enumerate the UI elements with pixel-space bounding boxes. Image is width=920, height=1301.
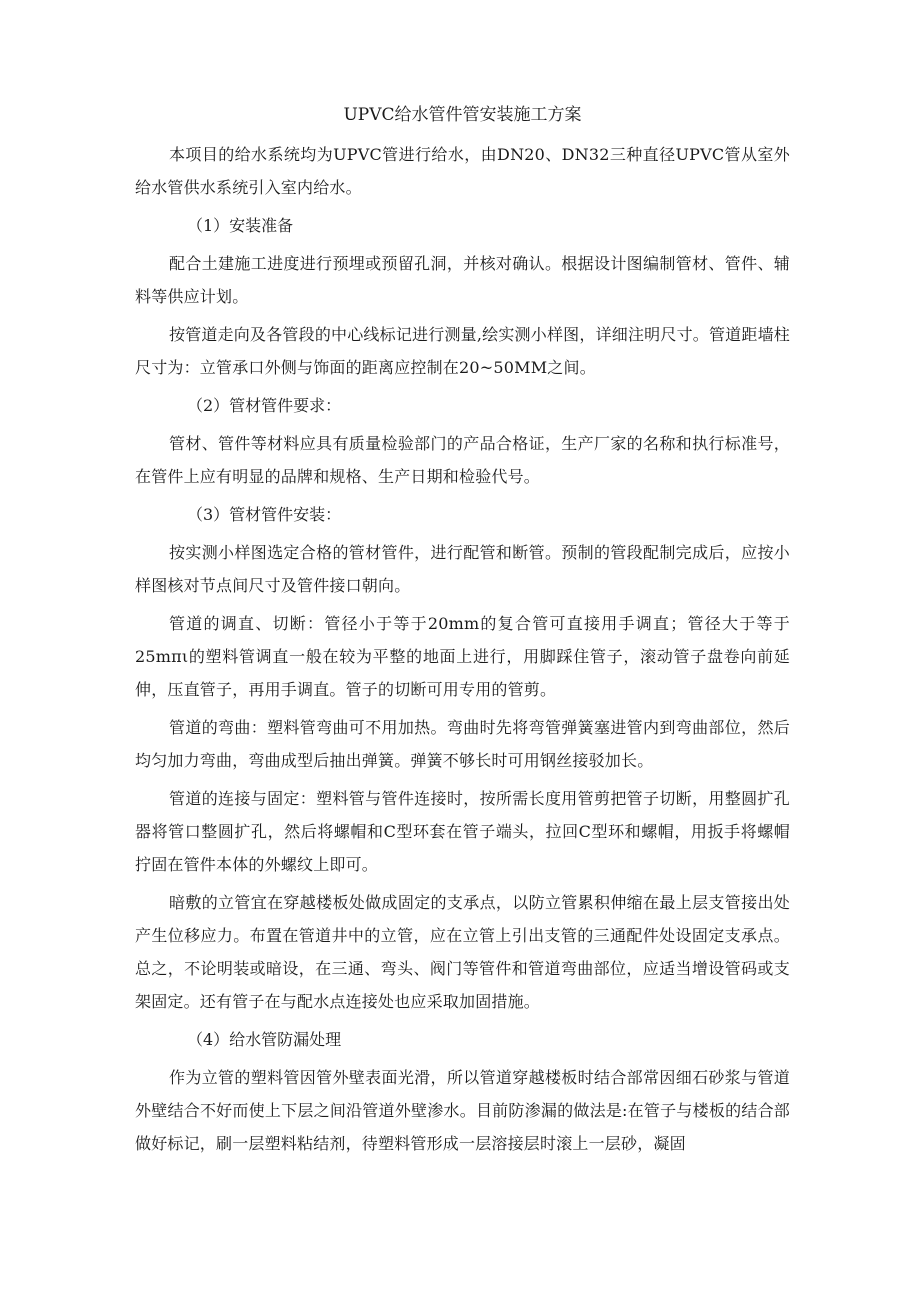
paragraph-riser-support: 暗敷的立管宜在穿越楼板处做成固定的支承点，以防立管累积伸缩在最上层支管接出处产生位移应力。布置在管道井中的立管，应在立管上引出支管的三通配件处设固定支承点。总之，不论明装或暗设，在三通、弯头、阀门等管件和管道弯曲部位，应适当增设管码或支架固定。还有管子在与配水点连接处也应采取加固措施。 [135, 893, 790, 1011]
paragraph-pipe-selection: 按实测小样图选定合格的管材管件，进行配管和断管。预制的管段配制完成后，应按小样图核对节点间尺寸及管件接口朝向。 [135, 543, 790, 595]
section-heading-2: （2）管材管件要求： [187, 396, 342, 415]
section-heading-1: （1）安装准备 [187, 216, 294, 235]
section-heading-3: （3）管材管件安装： [187, 505, 342, 524]
document-page [135, 104, 790, 1165]
paragraph-measurement: 按管道走向及各管段的中心线标记进行测量,绘实测小样图，详细注明尺寸。管道距墙柱尺寸为：立管承口外侧与饰面的距离应控制在20~50MM之间。 [135, 325, 790, 377]
paragraph-preparation: 配合土建施工进度进行预埋或预留孔洞，并核对确认。根据设计图编制管材、管件、辅料等供应计划。 [135, 254, 790, 306]
paragraph-straighten-cut: 管道的调直、切断：管径小于等于20mm的复合管可直接用手调直；管径大于等于25mπι的塑料管调直一般在较为平整的地面上进行，用脚踩住管子，滚动管子盘卷向前延伸，压直管子，再用手调直。管子的切断可用专用的管剪。 [135, 614, 790, 699]
document-title: UPVC给水管件管安装施工方案 [343, 105, 582, 125]
paragraph-leak-prevention: 作为立管的塑料管因管外壁表面光滑，所以管道穿越楼板时结合部常因细石砂浆与管道外壁结合不好而使上下层之间沿管道外壁渗水。目前防渗漏的做法是:在管子与楼板的结合部做好标记，刷一层塑料粘结剂，待塑料管形成一层溶接层时滚上一层砂，凝固 [135, 1068, 790, 1153]
paragraph-intro: 本项目的给水系统均为UPVC管进行给水，由DN20、DN32三种直径UPVC管从室外给水管供水系统引入室内给水。 [135, 145, 790, 197]
paragraph-material-requirements: 管材、管件等材料应具有质量检验部门的产品合格证，生产厂家的名称和执行标准号，在管件上应有明显的品牌和规格、生产日期和检验代号。 [135, 434, 790, 486]
paragraph-bending: 管道的弯曲：塑料管弯曲可不用加热。弯曲时先将弯管弹簧塞进管内到弯曲部位，然后均匀加力弯曲，弯曲成型后抽出弹簧。弹簧不够长时可用钢丝接驳加长。 [135, 718, 790, 770]
section-heading-4: （4）给水管防漏处理 [187, 1030, 342, 1049]
paragraph-connection-fixing: 管道的连接与固定：塑料管与管件连接时，按所需长度用管剪把管子切断，用整圆扩孔器将管口整圆扩孔，然后将螺帽和C型环套在管子端头，拉回C型环和螺帽，用扳手将螺帽拧固在管件本体的外螺纹上即可。 [135, 789, 790, 874]
